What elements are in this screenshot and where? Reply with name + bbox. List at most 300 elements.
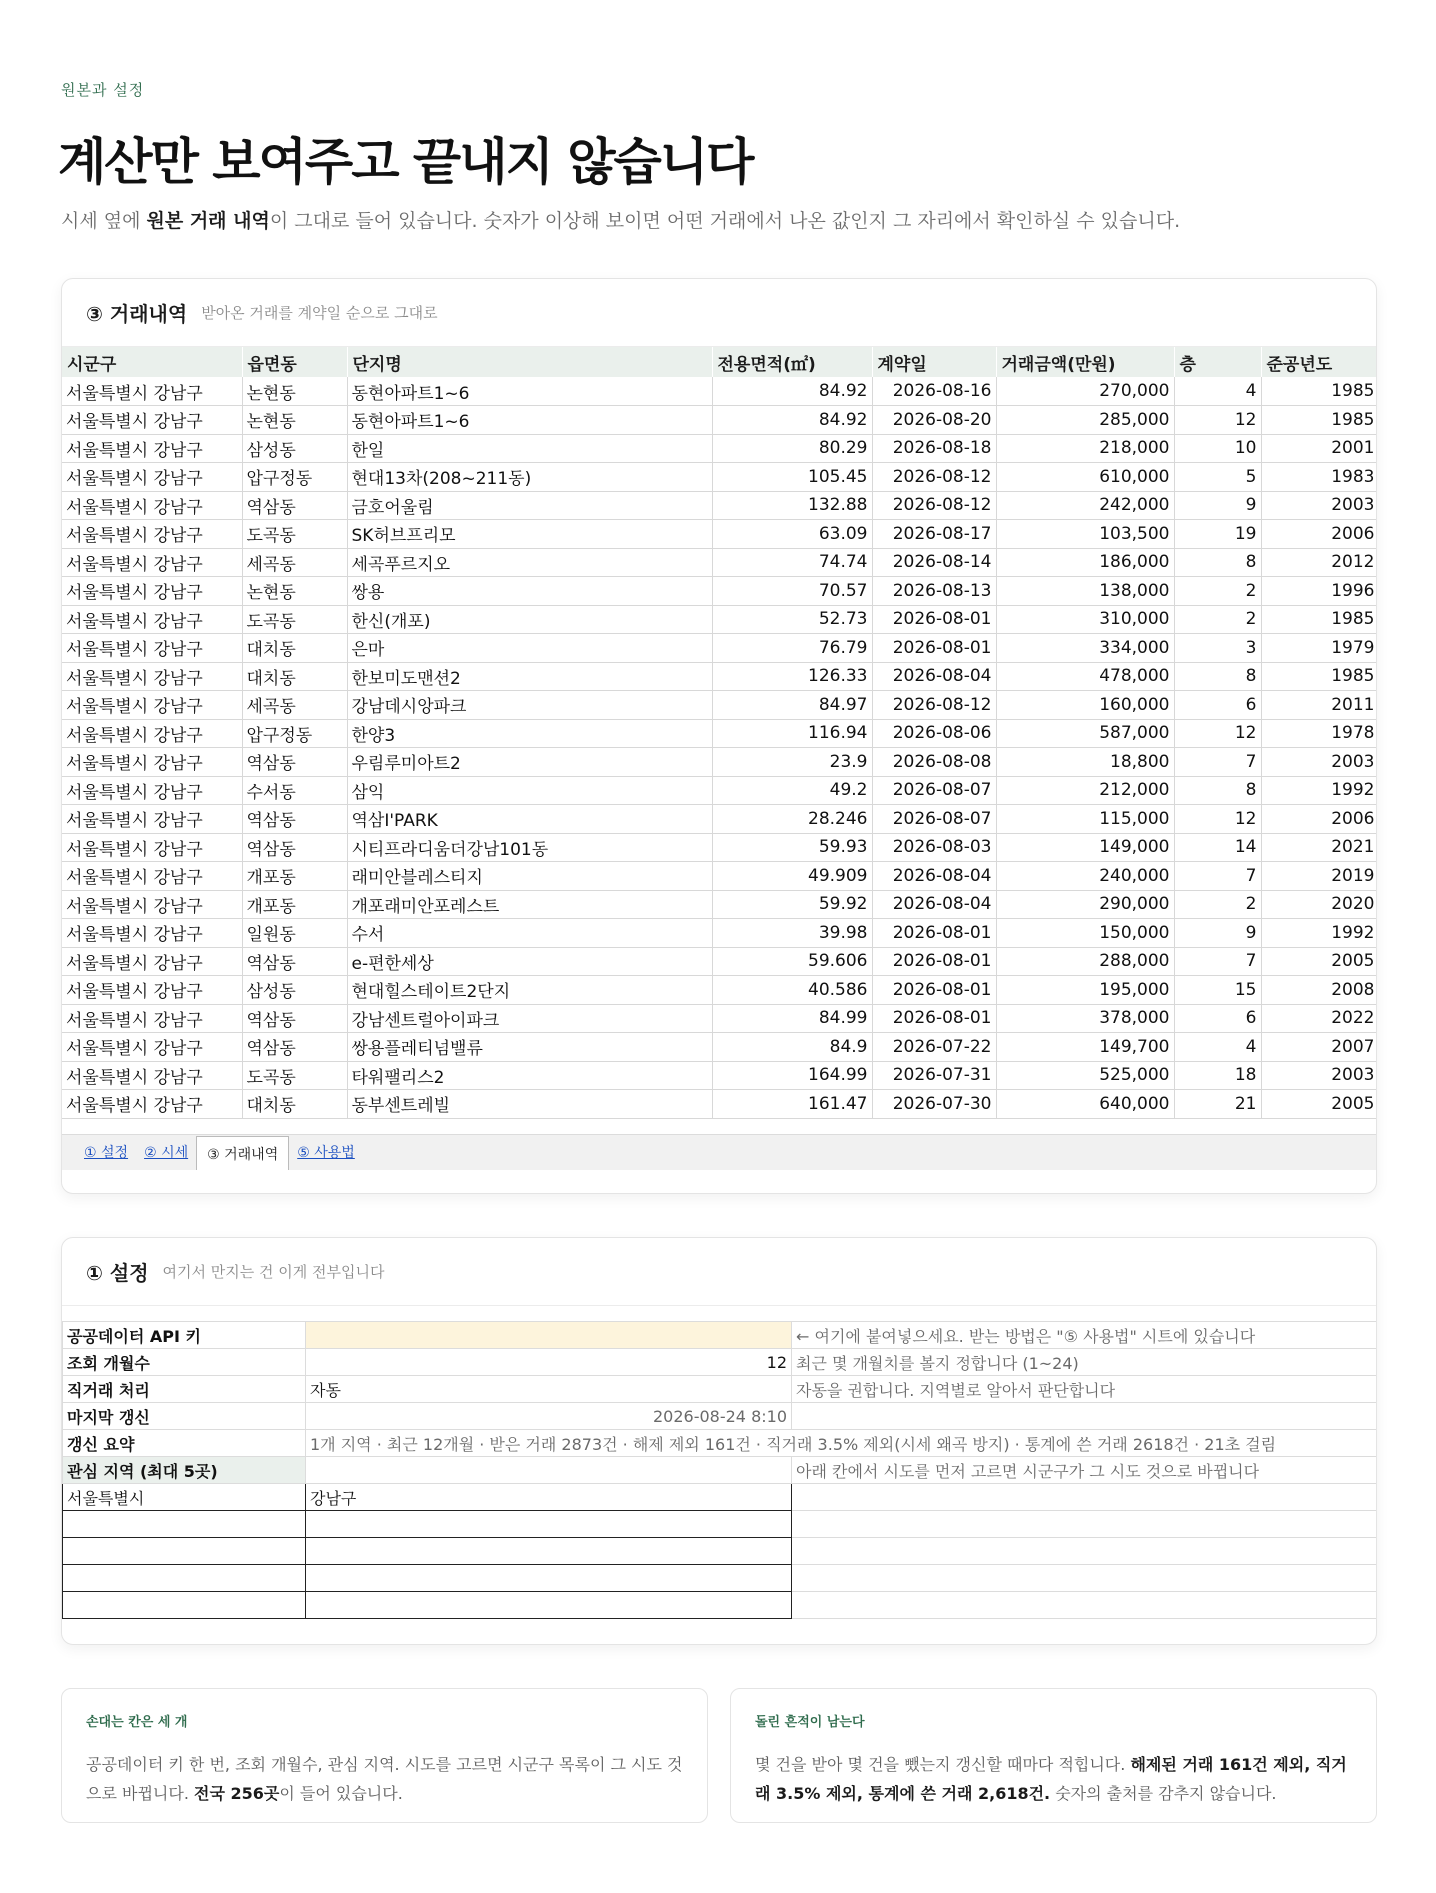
table-cell: 76.79 xyxy=(712,634,872,663)
table-cell: 타워팰리스2 xyxy=(347,1061,712,1090)
table-row[interactable] xyxy=(62,919,1377,948)
table-cell: 126.33 xyxy=(712,662,872,691)
table-row[interactable] xyxy=(62,776,1377,805)
table-cell: 동현아파트1~6 xyxy=(347,377,712,406)
table-cell: 640,000 xyxy=(996,1090,1174,1119)
table-cell: 2026-08-08 xyxy=(872,748,996,777)
empty-cell xyxy=(792,1484,1378,1511)
table-cell: 2 xyxy=(1174,577,1261,606)
table-cell: 개포동 xyxy=(242,862,347,891)
note-body xyxy=(86,1750,683,1808)
region-sigungu-select[interactable] xyxy=(306,1565,792,1592)
note-title: 손대는 칸은 세 개 xyxy=(86,1715,188,1730)
table-cell: 삼성동 xyxy=(242,976,347,1005)
table-cell: 84.99 xyxy=(712,1004,872,1033)
table-row[interactable] xyxy=(62,947,1377,976)
table-cell: 2026-08-12 xyxy=(872,691,996,720)
table-cell: 2007 xyxy=(1261,1033,1377,1062)
table-cell: 138,000 xyxy=(996,577,1174,606)
table-cell: 84.92 xyxy=(712,377,872,406)
table-row[interactable] xyxy=(62,748,1377,777)
settings-row-regions xyxy=(63,1457,1378,1484)
table-cell: 7 xyxy=(1174,862,1261,891)
table-cell: 서울특별시 강남구 xyxy=(62,1061,242,1090)
table-cell: 84.9 xyxy=(712,1033,872,1062)
table-cell: 378,000 xyxy=(996,1004,1174,1033)
table-cell: 1985 xyxy=(1261,605,1377,634)
column-header: 읍면동 xyxy=(242,347,347,377)
table-cell: 삼성동 xyxy=(242,434,347,463)
table-row[interactable] xyxy=(62,463,1377,492)
table-cell: 290,000 xyxy=(996,890,1174,919)
table-cell: 개포동 xyxy=(242,890,347,919)
table-cell: 서울특별시 강남구 xyxy=(62,976,242,1005)
table-cell: 49.909 xyxy=(712,862,872,891)
settings-sheet xyxy=(62,1306,1377,1645)
table-cell: 서울특별시 강남구 xyxy=(62,862,242,891)
table-cell: 1985 xyxy=(1261,662,1377,691)
table-cell: 2026-08-01 xyxy=(872,947,996,976)
table-cell: 2026-08-04 xyxy=(872,662,996,691)
table-cell: 2006 xyxy=(1261,805,1377,834)
table-cell: 서울특별시 강남구 xyxy=(62,434,242,463)
table-cell: 1983 xyxy=(1261,463,1377,492)
table-row[interactable] xyxy=(62,634,1377,663)
table-cell: 개포래미안포레스트 xyxy=(347,890,712,919)
table-cell: 2026-08-12 xyxy=(872,463,996,492)
table-cell: 1996 xyxy=(1261,577,1377,606)
lede-text: 이 그대로 들어 있습니다. 숫자가 이상해 보이면 어떤 거래에서 나온 값인지 그 자리에서 확인하실 수 있습니다. xyxy=(269,210,1181,232)
table-cell: 1992 xyxy=(1261,776,1377,805)
settings-card-header xyxy=(62,1238,1376,1306)
table-cell: 270,000 xyxy=(996,377,1174,406)
table-cell: 서울특별시 강남구 xyxy=(62,377,242,406)
table-cell: 2 xyxy=(1174,890,1261,919)
table-cell: 도곡동 xyxy=(242,605,347,634)
table-cell: 서울특별시 강남구 xyxy=(62,406,242,435)
table-cell: 서울특별시 강남구 xyxy=(62,1090,242,1119)
table-cell: 4 xyxy=(1174,377,1261,406)
table-cell: 132.88 xyxy=(712,491,872,520)
table-cell: 서울특별시 강남구 xyxy=(62,833,242,862)
months-input[interactable]: 12 xyxy=(306,1349,792,1376)
table-cell: 2005 xyxy=(1261,1090,1377,1119)
table-cell: 23.9 xyxy=(712,748,872,777)
table-cell: 대치동 xyxy=(242,634,347,663)
months-label: 조회 개월수 xyxy=(63,1349,306,1376)
table-row[interactable] xyxy=(62,662,1377,691)
table-cell: 서울특별시 강남구 xyxy=(62,491,242,520)
settings-row-last-update xyxy=(63,1403,1378,1430)
sheet-tab[interactable]: ② 시세 xyxy=(144,1145,189,1161)
page-headline: 계산만 보여주고 끝내지 않습니다 xyxy=(58,133,753,191)
transactions-sheet[interactable] xyxy=(62,347,1377,1134)
table-row[interactable] xyxy=(62,577,1377,606)
table-cell: 2026-07-31 xyxy=(872,1061,996,1090)
region-sido-select[interactable] xyxy=(63,1592,306,1619)
table-cell: 218,000 xyxy=(996,434,1174,463)
direct-trade-label: 직거래 처리 xyxy=(63,1376,306,1403)
table-cell: 116.94 xyxy=(712,719,872,748)
table-cell: 강남데시앙파크 xyxy=(347,691,712,720)
settings-row-summary xyxy=(63,1430,1378,1457)
table-cell: 1985 xyxy=(1261,406,1377,435)
table-cell: 164.99 xyxy=(712,1061,872,1090)
table-cell: e-편한세상 xyxy=(347,947,712,976)
transactions-card xyxy=(61,278,1377,1194)
table-row[interactable] xyxy=(62,605,1377,634)
table-cell: 서울특별시 강남구 xyxy=(62,605,242,634)
note-text: 숫자의 출처를 감추지 않습니다. xyxy=(1050,1784,1277,1803)
last-update-label: 마지막 갱신 xyxy=(63,1403,306,1430)
table-cell: 동부센트레빌 xyxy=(347,1090,712,1119)
settings-card xyxy=(61,1237,1377,1645)
table-cell: 논현동 xyxy=(242,577,347,606)
region-row xyxy=(63,1484,1378,1511)
table-cell: 2020 xyxy=(1261,890,1377,919)
region-sigungu-select[interactable]: 강남구 xyxy=(306,1484,792,1511)
table-cell: 103,500 xyxy=(996,520,1174,549)
table-cell: 285,000 xyxy=(996,406,1174,435)
table-cell: 2026-08-12 xyxy=(872,491,996,520)
table-cell: 2011 xyxy=(1261,691,1377,720)
table-cell: 서울특별시 강남구 xyxy=(62,748,242,777)
table-cell: 래미안블레스티지 xyxy=(347,862,712,891)
note-body xyxy=(755,1750,1352,1808)
table-cell: 2026-08-01 xyxy=(872,919,996,948)
table-cell: 수서동 xyxy=(242,776,347,805)
table-cell: 역삼동 xyxy=(242,748,347,777)
table-cell: 52.73 xyxy=(712,605,872,634)
table-cell: 서울특별시 강남구 xyxy=(62,805,242,834)
table-cell: 현대힐스테이트2단지 xyxy=(347,976,712,1005)
table-cell: 서울특별시 강남구 xyxy=(62,719,242,748)
table-row[interactable] xyxy=(62,1033,1377,1062)
table-cell: 서울특별시 강남구 xyxy=(62,520,242,549)
table-cell: 2026-08-20 xyxy=(872,406,996,435)
empty-cell xyxy=(792,1403,1378,1430)
table-row[interactable] xyxy=(62,976,1377,1005)
table-row[interactable] xyxy=(62,691,1377,720)
table-cell: 6 xyxy=(1174,1004,1261,1033)
table-cell: 역삼동 xyxy=(242,491,347,520)
table-cell: 현대13차(208~211동) xyxy=(347,463,712,492)
table-cell: 2 xyxy=(1174,605,1261,634)
table-header-row xyxy=(62,347,1377,377)
table-cell: 7 xyxy=(1174,947,1261,976)
region-sido-select[interactable] xyxy=(63,1538,306,1565)
table-cell: 1979 xyxy=(1261,634,1377,663)
table-cell: 2008 xyxy=(1261,976,1377,1005)
page-lede xyxy=(61,206,1180,233)
table-cell: 149,000 xyxy=(996,833,1174,862)
table-row[interactable] xyxy=(62,833,1377,862)
direct-trade-note: 자동을 권합니다. 지역별로 알아서 판단합니다 xyxy=(792,1376,1378,1403)
table-cell: 2026-08-01 xyxy=(872,634,996,663)
sheet-tab-bar xyxy=(62,1134,1377,1170)
empty-cell xyxy=(792,1592,1378,1619)
table-cell: 서울특별시 강남구 xyxy=(62,919,242,948)
note-emphasis: 전국 256곳 xyxy=(194,1784,280,1803)
table-cell: 2003 xyxy=(1261,491,1377,520)
table-cell: 587,000 xyxy=(996,719,1174,748)
region-sido-select[interactable] xyxy=(63,1565,306,1592)
table-cell: 2026-08-06 xyxy=(872,719,996,748)
table-cell: 4 xyxy=(1174,1033,1261,1062)
table-row[interactable] xyxy=(62,434,1377,463)
settings-row-direct xyxy=(63,1376,1378,1403)
column-header: 거래금액(만원) xyxy=(996,347,1174,377)
table-cell: 압구정동 xyxy=(242,719,347,748)
table-cell: 한신(개포) xyxy=(347,605,712,634)
region-sido-select[interactable]: 서울특별시 xyxy=(63,1484,306,1511)
table-cell: 세곡동 xyxy=(242,548,347,577)
table-cell: 서울특별시 강남구 xyxy=(62,890,242,919)
settings-card-title: ① 설정 xyxy=(86,1261,149,1285)
table-cell: 2022 xyxy=(1261,1004,1377,1033)
table-cell: 도곡동 xyxy=(242,520,347,549)
table-cell: 80.29 xyxy=(712,434,872,463)
table-cell: 2026-08-01 xyxy=(872,605,996,634)
table-cell: 2026-08-07 xyxy=(872,776,996,805)
table-cell: 금호어울림 xyxy=(347,491,712,520)
sheet-tab[interactable]: ⑤ 사용법 xyxy=(297,1145,355,1161)
table-cell: 59.606 xyxy=(712,947,872,976)
region-row xyxy=(63,1511,1378,1538)
lede-text: 시세 옆에 xyxy=(61,210,147,232)
table-cell: 일원동 xyxy=(242,919,347,948)
table-cell: 2026-08-04 xyxy=(872,890,996,919)
regions-label: 관심 지역 (최대 5곳) xyxy=(63,1457,306,1484)
table-cell: 우림루미아트2 xyxy=(347,748,712,777)
table-cell: 15 xyxy=(1174,976,1261,1005)
table-cell: 28.246 xyxy=(712,805,872,834)
table-cell: 서울특별시 강남구 xyxy=(62,691,242,720)
note-title: 돌린 흔적이 남는다 xyxy=(755,1715,865,1730)
note-card-editable-cells xyxy=(61,1688,708,1823)
table-row[interactable] xyxy=(62,548,1377,577)
months-note: 최근 몇 개월치를 볼지 정합니다 (1~24) xyxy=(792,1349,1378,1376)
table-row[interactable] xyxy=(62,890,1377,919)
table-cell: 10 xyxy=(1174,434,1261,463)
table-cell: 2001 xyxy=(1261,434,1377,463)
empty-cell xyxy=(306,1457,792,1484)
last-update-value: 2026-08-24 8:10 xyxy=(306,1403,792,1430)
table-cell: 역삼동 xyxy=(242,805,347,834)
table-cell: 서울특별시 강남구 xyxy=(62,776,242,805)
table-cell: 2006 xyxy=(1261,520,1377,549)
transactions-card-header xyxy=(62,279,1376,347)
table-cell: 7 xyxy=(1174,748,1261,777)
table-cell: 18 xyxy=(1174,1061,1261,1090)
summary-label: 갱신 요약 xyxy=(63,1430,306,1457)
column-header: 준공년도 xyxy=(1261,347,1377,377)
table-row[interactable] xyxy=(62,377,1377,406)
table-cell: 2026-08-01 xyxy=(872,976,996,1005)
region-sido-select[interactable] xyxy=(63,1511,306,1538)
table-cell: 동현아파트1~6 xyxy=(347,406,712,435)
table-cell: 역삼동 xyxy=(242,1004,347,1033)
table-cell: 대치동 xyxy=(242,1090,347,1119)
sheet-tab[interactable]: ① 설정 xyxy=(84,1145,129,1161)
table-cell: 12 xyxy=(1174,719,1261,748)
table-cell: 2026-08-07 xyxy=(872,805,996,834)
table-body xyxy=(62,377,1377,1118)
table-cell: 150,000 xyxy=(996,919,1174,948)
section-eyebrow: 원본과 설정 xyxy=(61,81,145,99)
table-cell: 242,000 xyxy=(996,491,1174,520)
table-cell: 2021 xyxy=(1261,833,1377,862)
region-sigungu-select[interactable] xyxy=(306,1538,792,1565)
table-cell: 2003 xyxy=(1261,1061,1377,1090)
table-cell: 105.45 xyxy=(712,463,872,492)
table-cell: 9 xyxy=(1174,919,1261,948)
table-row[interactable] xyxy=(62,406,1377,435)
table-cell: 논현동 xyxy=(242,377,347,406)
table-cell: 삼익 xyxy=(347,776,712,805)
table-cell: 5 xyxy=(1174,463,1261,492)
settings-row-api-key xyxy=(63,1322,1378,1349)
table-row[interactable] xyxy=(62,491,1377,520)
table-cell: 19 xyxy=(1174,520,1261,549)
column-header: 단지명 xyxy=(347,347,712,377)
note-text: 이 들어 있습니다. xyxy=(279,1784,403,1803)
table-row[interactable] xyxy=(62,1090,1377,1119)
table-cell: 강남센트럴아이파크 xyxy=(347,1004,712,1033)
table-cell: 49.2 xyxy=(712,776,872,805)
table-cell: 서울특별시 강남구 xyxy=(62,1033,242,1062)
table-cell: 2026-07-30 xyxy=(872,1090,996,1119)
table-cell: 610,000 xyxy=(996,463,1174,492)
table-cell: 115,000 xyxy=(996,805,1174,834)
table-cell: 서울특별시 강남구 xyxy=(62,634,242,663)
table-cell: 1978 xyxy=(1261,719,1377,748)
table-cell: 149,700 xyxy=(996,1033,1174,1062)
table-cell: 63.09 xyxy=(712,520,872,549)
summary-value: 1개 지역 · 최근 12개월 · 받은 거래 2873건 · 해제 제외 161건 · 직거래 3.5% 제외(시세 왜곡 방지) · 통계에 쓴 거래 2618건 · 21초 걸림 xyxy=(306,1430,1378,1457)
settings-card-subtitle: 여기서 만지는 건 이게 전부입니다 xyxy=(162,1263,385,1281)
table-cell: 역삼동 xyxy=(242,833,347,862)
table-cell: 84.92 xyxy=(712,406,872,435)
table-cell: 14 xyxy=(1174,833,1261,862)
table-cell: 압구정동 xyxy=(242,463,347,492)
api-key-label: 공공데이터 API 키 xyxy=(63,1322,306,1349)
sheet-tab[interactable]: ③ 거래내역 xyxy=(196,1136,289,1170)
table-cell: 수서 xyxy=(347,919,712,948)
table-cell: 9 xyxy=(1174,491,1261,520)
table-cell: 525,000 xyxy=(996,1061,1174,1090)
table-cell: 212,000 xyxy=(996,776,1174,805)
table-cell: 세곡동 xyxy=(242,691,347,720)
table-cell: 2026-08-17 xyxy=(872,520,996,549)
table-cell: 서울특별시 강남구 xyxy=(62,662,242,691)
table-cell: 70.57 xyxy=(712,577,872,606)
table-cell: 2026-08-03 xyxy=(872,833,996,862)
column-header: 전용면적(㎡) xyxy=(712,347,872,377)
table-cell: 1992 xyxy=(1261,919,1377,948)
table-cell: 도곡동 xyxy=(242,1061,347,1090)
table-cell: 서울특별시 강남구 xyxy=(62,1004,242,1033)
table-cell: 2026-08-04 xyxy=(872,862,996,891)
table-cell: 쌍용플레티넘밸류 xyxy=(347,1033,712,1062)
table-cell: 논현동 xyxy=(242,406,347,435)
table-cell: 18,800 xyxy=(996,748,1174,777)
api-key-input[interactable] xyxy=(306,1322,792,1349)
direct-trade-select[interactable]: 자동 xyxy=(306,1376,792,1403)
table-row[interactable] xyxy=(62,862,1377,891)
table-cell: 74.74 xyxy=(712,548,872,577)
table-cell: 은마 xyxy=(347,634,712,663)
note-card-audit-trail xyxy=(730,1688,1377,1823)
table-cell: 3 xyxy=(1174,634,1261,663)
table-cell: 334,000 xyxy=(996,634,1174,663)
table-cell: 21 xyxy=(1174,1090,1261,1119)
table-cell: 역삼I'PARK xyxy=(347,805,712,834)
table-cell: 478,000 xyxy=(996,662,1174,691)
table-cell: 39.98 xyxy=(712,919,872,948)
table-cell: 2003 xyxy=(1261,748,1377,777)
table-cell: 186,000 xyxy=(996,548,1174,577)
table-cell: 6 xyxy=(1174,691,1261,720)
table-cell: 40.586 xyxy=(712,976,872,1005)
table-cell: 8 xyxy=(1174,776,1261,805)
empty-cell xyxy=(792,1511,1378,1538)
note-emphasis: 해제된 거래 161건 제외, 직거래 3.5% 제외, 통계에 쓴 거래 2,618건. xyxy=(755,1755,1347,1803)
table-cell: 한양3 xyxy=(347,719,712,748)
region-row xyxy=(63,1565,1378,1592)
table-cell: 서울특별시 강남구 xyxy=(62,548,242,577)
empty-cell xyxy=(792,1565,1378,1592)
table-cell: 서울특별시 강남구 xyxy=(62,577,242,606)
table-cell: 240,000 xyxy=(996,862,1174,891)
api-key-note: ← 여기에 붙여넣으세요. 받는 방법은 "⑤ 사용법" 시트에 있습니다 xyxy=(792,1322,1378,1349)
table-cell: 2026-08-13 xyxy=(872,577,996,606)
transactions-card-subtitle: 받아온 거래를 계약일 순으로 그대로 xyxy=(201,304,438,322)
note-text: 몇 건을 받아 몇 건을 뺐는지 갱신할 때마다 적힙니다. xyxy=(755,1755,1131,1774)
table-cell: SK허브프리모 xyxy=(347,520,712,549)
table-row[interactable] xyxy=(62,1061,1377,1090)
table-cell: 8 xyxy=(1174,662,1261,691)
table-cell: 서울특별시 강남구 xyxy=(62,947,242,976)
region-row xyxy=(63,1538,1378,1565)
table-cell: 195,000 xyxy=(996,976,1174,1005)
table-cell: 2026-08-16 xyxy=(872,377,996,406)
table-cell: 역삼동 xyxy=(242,947,347,976)
table-cell: 8 xyxy=(1174,548,1261,577)
table-row[interactable] xyxy=(62,719,1377,748)
regions-note: 아래 칸에서 시도를 먼저 고르면 시군구가 그 시도 것으로 바뀝니다 xyxy=(792,1457,1378,1484)
table-cell: 2026-08-14 xyxy=(872,548,996,577)
table-cell: 12 xyxy=(1174,805,1261,834)
table-row[interactable] xyxy=(62,805,1377,834)
empty-cell xyxy=(792,1538,1378,1565)
table-cell: 2026-08-18 xyxy=(872,434,996,463)
table-cell: 2026-08-01 xyxy=(872,1004,996,1033)
table-row[interactable] xyxy=(62,1004,1377,1033)
region-sigungu-select[interactable] xyxy=(306,1511,792,1538)
column-header: 계약일 xyxy=(872,347,996,377)
table-cell: 시티프라디움더강남101동 xyxy=(347,833,712,862)
table-cell: 12 xyxy=(1174,406,1261,435)
table-cell: 2012 xyxy=(1261,548,1377,577)
table-cell: 서울특별시 강남구 xyxy=(62,463,242,492)
region-sigungu-select[interactable] xyxy=(306,1592,792,1619)
table-row[interactable] xyxy=(62,520,1377,549)
table-cell: 2019 xyxy=(1261,862,1377,891)
column-header: 층 xyxy=(1174,347,1261,377)
table-cell: 59.92 xyxy=(712,890,872,919)
table-cell: 2026-07-22 xyxy=(872,1033,996,1062)
